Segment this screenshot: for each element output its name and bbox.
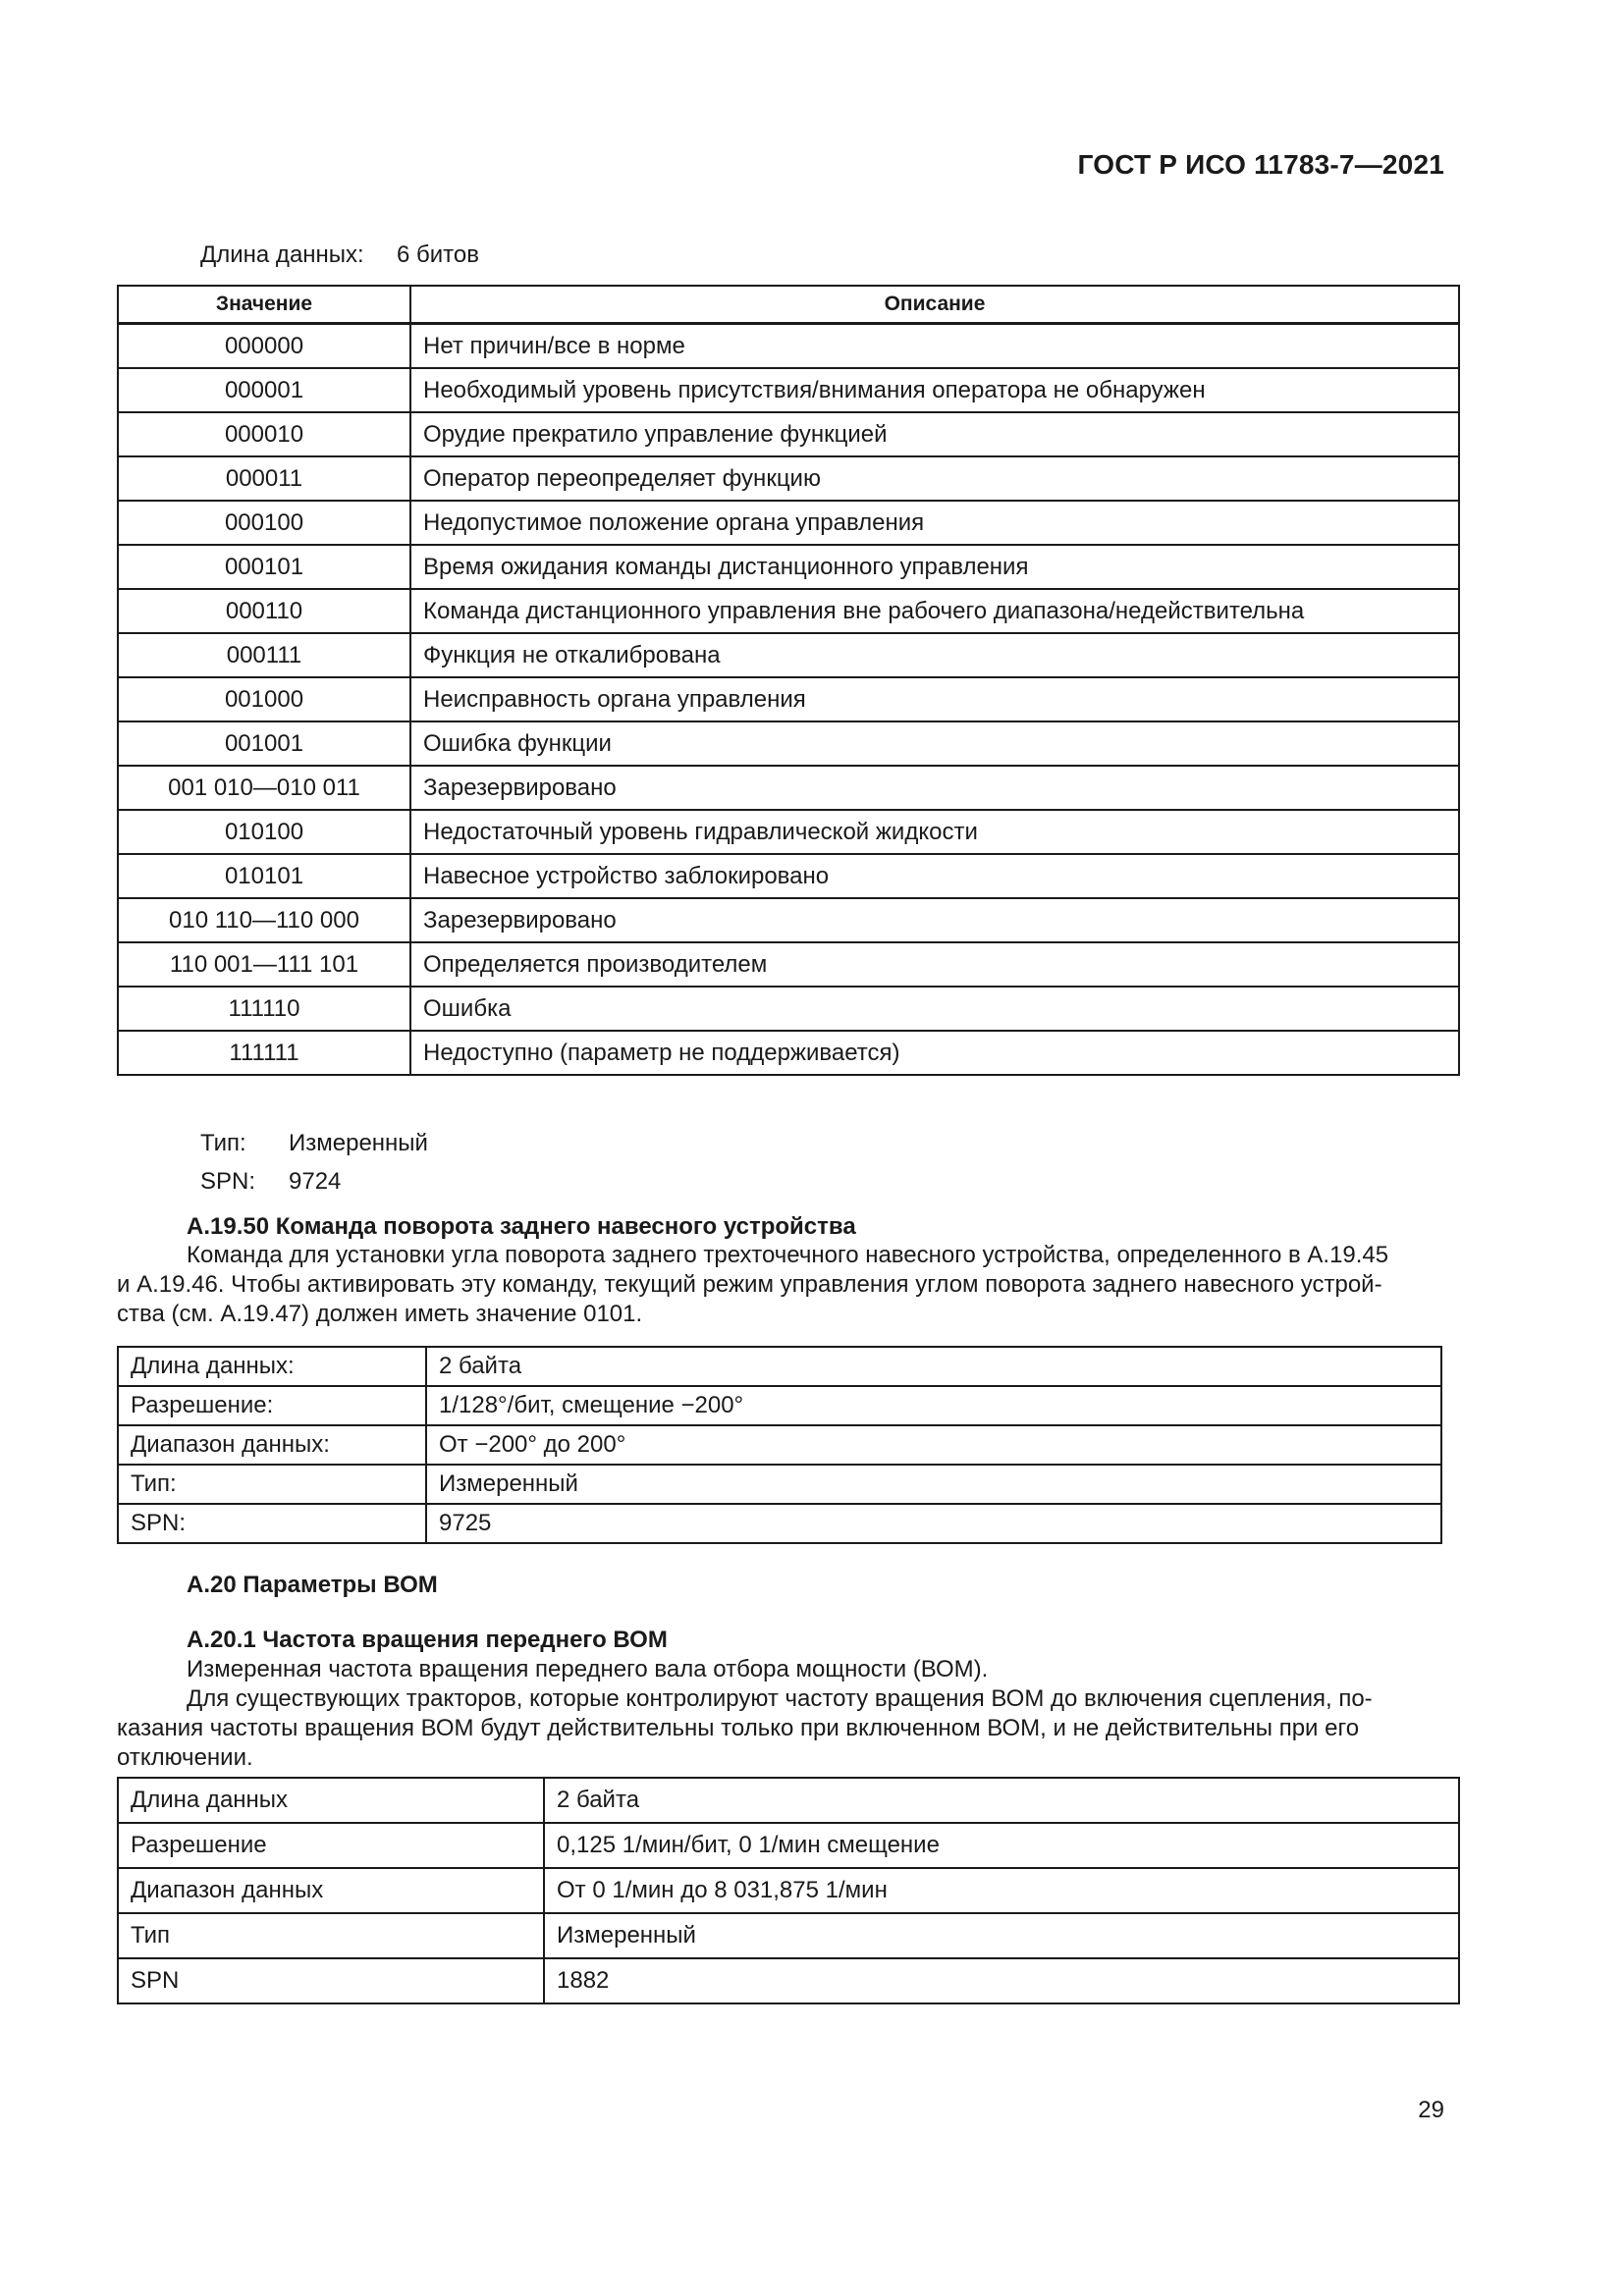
- param-row: [118, 1425, 1441, 1465]
- description-cell: Оператор переопределяет функцию: [410, 456, 1459, 501]
- type-line: [200, 1129, 428, 1158]
- description-cell: Навесное устройство заблокировано: [410, 854, 1459, 898]
- param-row: [118, 1913, 1459, 1958]
- param-label: SPN:: [118, 1504, 426, 1543]
- param-row: [118, 1868, 1459, 1913]
- param-label: Разрешение:: [118, 1386, 426, 1425]
- param-value: 1/128°/бит, смещение −200°: [426, 1386, 1441, 1425]
- param-value: Измеренный: [544, 1913, 1459, 1958]
- table-row: [118, 942, 1459, 987]
- page-number: 29: [1418, 2097, 1444, 2123]
- table-row: [118, 589, 1459, 633]
- value-cell: 111111: [118, 1031, 410, 1075]
- param-label: Разрешение: [118, 1823, 544, 1868]
- value-cell: 010100: [118, 810, 410, 854]
- description-cell: Недопустимое положение органа управления: [410, 501, 1459, 545]
- param-value: От 0 1/мин до 8 031,875 1/мин: [544, 1868, 1459, 1913]
- spn-value: 9724: [289, 1168, 342, 1195]
- table-body: [118, 324, 1459, 1076]
- value-cell: 010101: [118, 854, 410, 898]
- value-cell: 000111: [118, 633, 410, 677]
- description-cell: Ошибка: [410, 987, 1459, 1031]
- type-value: Измеренный: [289, 1130, 428, 1156]
- table-row: [118, 1031, 1459, 1075]
- param-value: 9725: [426, 1504, 1441, 1543]
- param-row: [118, 1823, 1459, 1868]
- table-row: [118, 987, 1459, 1031]
- param-label: Диапазон данных: [118, 1868, 544, 1913]
- section-heading-a20: А.20 Параметры ВОМ: [187, 1572, 438, 1598]
- description-cell: Орудие прекратило управление функцией: [410, 412, 1459, 456]
- value-cell: 001 010—010 011: [118, 766, 410, 810]
- param-value: 0,125 1/мин/бит, 0 1/мин смещение: [544, 1823, 1459, 1868]
- section-a201-line-2: Для существующих тракторов, которые контролируют частоту вращения ВОМ до включения сцепления, по-: [187, 1685, 1373, 1712]
- param-label: Длина данных:: [118, 1347, 426, 1386]
- param-value: Измеренный: [426, 1465, 1441, 1504]
- type-label: Тип:: [200, 1130, 246, 1156]
- data-length-label: Длина данных:: [200, 241, 364, 268]
- params-table-a1950: [117, 1346, 1442, 1544]
- table-row: [118, 677, 1459, 721]
- column-header-value: Значение: [118, 286, 410, 324]
- param-row: [118, 1386, 1441, 1425]
- value-cell: 001000: [118, 677, 410, 721]
- spn-label: SPN:: [200, 1168, 256, 1195]
- value-description-table: [117, 285, 1460, 1076]
- param-row: [118, 1465, 1441, 1504]
- section-a1950-line-1: Команда для установки угла поворота заднего трехточечного навесного устройства, определенного в А.19.45: [187, 1242, 1389, 1268]
- param-label: Тип:: [118, 1465, 426, 1504]
- value-cell: 000101: [118, 545, 410, 589]
- value-cell: 000100: [118, 501, 410, 545]
- table-row: [118, 721, 1459, 766]
- value-cell: 000011: [118, 456, 410, 501]
- table-row: [118, 810, 1459, 854]
- description-cell: Время ожидания команды дистанционного управления: [410, 545, 1459, 589]
- params-table-a201: [117, 1777, 1460, 2004]
- table-row: [118, 324, 1459, 369]
- table-row: [118, 633, 1459, 677]
- param-row: [118, 1347, 1441, 1386]
- table-row: [118, 368, 1459, 412]
- table-row: [118, 501, 1459, 545]
- column-header-description: Описание: [410, 286, 1459, 324]
- param-label: Тип: [118, 1913, 544, 1958]
- data-length-value: 6 битов: [397, 241, 479, 268]
- value-cell: 000010: [118, 412, 410, 456]
- table-row: [118, 854, 1459, 898]
- description-cell: Команда дистанционного управления вне рабочего диапазона/недействительна: [410, 589, 1459, 633]
- data-length-line: [200, 240, 479, 270]
- param-label: Диапазон данных:: [118, 1425, 426, 1465]
- section-a201-line-4: отключении.: [117, 1744, 253, 1771]
- description-cell: Зарезервировано: [410, 898, 1459, 942]
- value-cell: 000001: [118, 368, 410, 412]
- description-cell: Определяется производителем: [410, 942, 1459, 987]
- value-cell: 001001: [118, 721, 410, 766]
- section-a1950-line-3: ства (см. А.19.47) должен иметь значение 0101.: [117, 1301, 643, 1327]
- table-header-row: [118, 286, 1459, 324]
- value-cell: 000110: [118, 589, 410, 633]
- description-cell: Ошибка функции: [410, 721, 1459, 766]
- table-row: [118, 545, 1459, 589]
- description-cell: Недоступно (параметр не поддерживается): [410, 1031, 1459, 1075]
- value-cell: 000000: [118, 324, 410, 369]
- table-row: [118, 412, 1459, 456]
- section-heading-a1950: А.19.50 Команда поворота заднего навесного устройства: [187, 1213, 856, 1240]
- description-cell: Недостаточный уровень гидравлической жидкости: [410, 810, 1459, 854]
- table-row: [118, 898, 1459, 942]
- param-label: SPN: [118, 1958, 544, 2003]
- section-heading-a201: А.20.1 Частота вращения переднего ВОМ: [187, 1627, 668, 1653]
- description-cell: Функция не откалибрована: [410, 633, 1459, 677]
- description-cell: Неисправность органа управления: [410, 677, 1459, 721]
- section-a201-line-3: казания частоты вращения ВОМ будут действительны только при включенном ВОМ, и не действительны при его: [117, 1715, 1360, 1741]
- param-row: [118, 1504, 1441, 1543]
- description-cell: Необходимый уровень присутствия/внимания оператора не обнаружен: [410, 368, 1459, 412]
- param-value: 2 байта: [426, 1347, 1441, 1386]
- description-cell: Нет причин/все в норме: [410, 324, 1459, 369]
- value-cell: 111110: [118, 987, 410, 1031]
- param-label: Длина данных: [118, 1778, 544, 1823]
- param-row: [118, 1958, 1459, 2003]
- table-row: [118, 766, 1459, 810]
- section-a1950-line-2: и А.19.46. Чтобы активировать эту команду, текущий режим управления углом поворота заднего навесного устрой-: [117, 1271, 1382, 1298]
- table-row: [118, 456, 1459, 501]
- spn-line: [200, 1167, 341, 1197]
- param-value: 1882: [544, 1958, 1459, 2003]
- param-row: [118, 1778, 1459, 1823]
- document-code: ГОСТ Р ИСО 11783-7—2021: [1077, 149, 1444, 180]
- value-cell: 110 001—111 101: [118, 942, 410, 987]
- section-a201-line-1: Измеренная частота вращения переднего вала отбора мощности (ВОМ).: [187, 1656, 989, 1682]
- value-cell: 010 110—110 000: [118, 898, 410, 942]
- description-cell: Зарезервировано: [410, 766, 1459, 810]
- param-value: 2 байта: [544, 1778, 1459, 1823]
- param-value: От −200° до 200°: [426, 1425, 1441, 1465]
